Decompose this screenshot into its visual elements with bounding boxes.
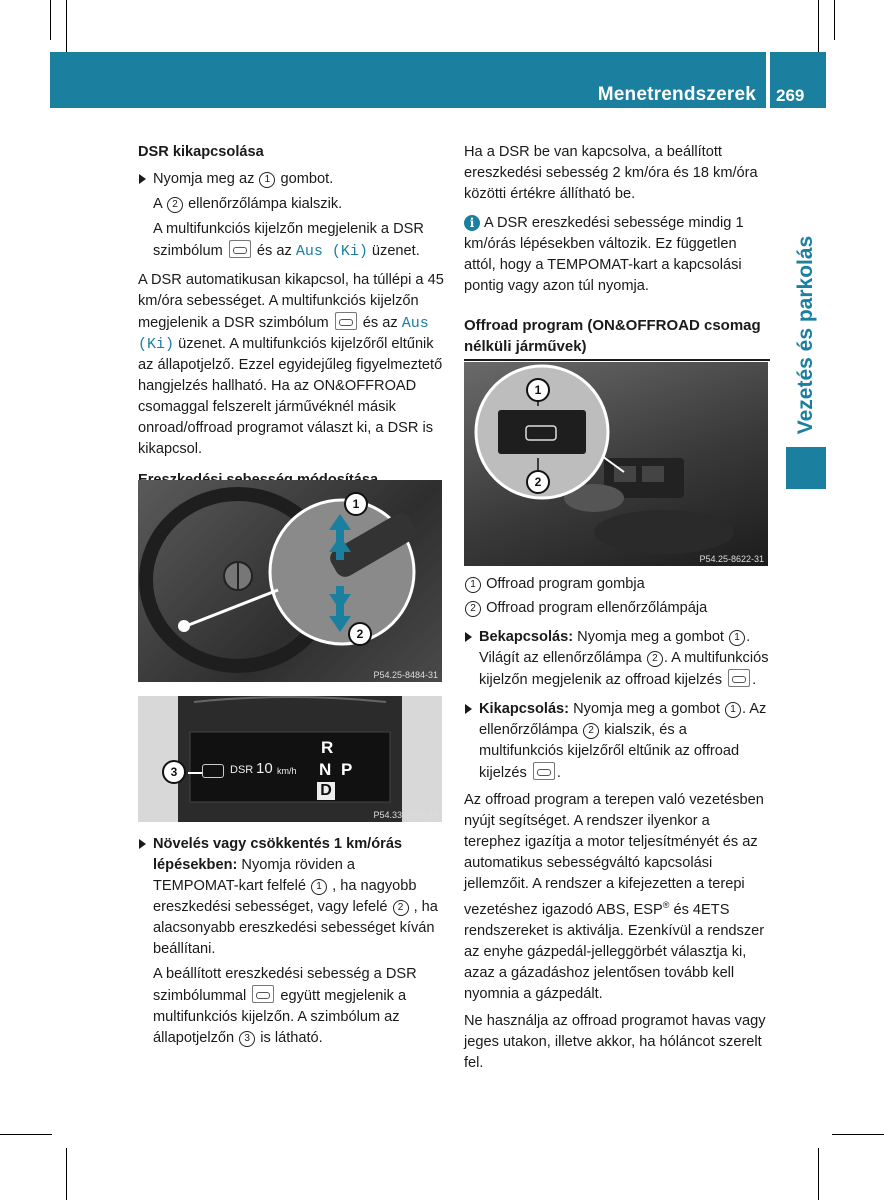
callout-ref-2: 2 xyxy=(583,723,599,739)
offroad-heading: Offroad program (ON&OFFROAD csomag nélküli járművek) xyxy=(464,315,770,361)
photo-callout-2: 2 xyxy=(526,470,550,494)
photo-label: P54.33-2635-31 xyxy=(373,810,438,820)
callout-leader xyxy=(188,772,202,774)
callout-ref-1: 1 xyxy=(259,172,275,188)
dsr-off-step: Nyomja meg az 1 gombot. xyxy=(138,169,444,190)
steering-lever-illustration xyxy=(138,480,442,682)
turn-off-step: Kikapcsolás: Nyomja meg a gombot 1 . Az ellenőrzőlámpa 2 kialszik, és a multifunkciós kijelzőről eltűnik az offroad kijelzés . xyxy=(464,699,770,784)
cluster-frame-illustration xyxy=(138,696,442,822)
info-note: i A DSR ereszkedési sebessége mindig 1 km/órás lépésekben változik. Ez független attól, hogy a TEMPOMAT-kart a kapcsolási pontig vagy azon túl nyomja. xyxy=(464,215,744,294)
incr-step: Növelés vagy csökkentés 1 km/órás lépésekben: Nyomja röviden a TEMPOMAT-kart felfelé 1 , ha nagyobb ereszkedési sebességet, vagy lefelé 2 , ha alacsonyabb ereszkedési sebességet kíván beállítani. xyxy=(138,834,444,960)
side-tab-label: Vezetés és parkolás xyxy=(794,235,817,435)
offroad-warning: Ne használja az offroad programot havas vagy jeges utakon, illetve akkor, ha hóláncot szerelt fel. xyxy=(464,1013,766,1071)
offroad-display-icon xyxy=(728,669,750,687)
side-tab-marker xyxy=(786,447,826,489)
crop-mark xyxy=(66,1148,67,1200)
dsr-off-heading: DSR kikapcsolása xyxy=(138,144,264,160)
photo-callout-2: 2 xyxy=(348,622,372,646)
callout-ref-1: 1 xyxy=(465,577,481,593)
aus-message: Aus (Ki) xyxy=(138,315,429,353)
callout-ref-2: 2 xyxy=(393,900,409,916)
legend-item: 2 Offroad program ellenőrzőlámpája xyxy=(464,598,770,619)
instrument-cluster-photo xyxy=(138,696,442,822)
offroad-description: Az offroad program a terepen való vezetésben nyújt segítséget. A rendszer ilyenkor a terephez igazítja a motor teljesítményét és az automatikus sebességváltó kapcsolási jellemzőit. A rendszer a kifejezetten a terepi vezetéshez igazodó ABS, ESP® és 4ETS rendszereket is aktiválja. Ezenkívül a rendszer az enyhe gázpedál-jelleggörbét választja ki, azaz a gázadáshoz jelentősen tovább kell nyomnia a gázpedált. xyxy=(464,792,765,1002)
dsr-symbol-icon xyxy=(229,240,251,258)
callout-ref-3: 3 xyxy=(239,1031,255,1047)
right-column xyxy=(464,142,770,373)
photo-label: P54.25-8622-31 xyxy=(699,554,764,564)
photo-label: P54.25-8484-31 xyxy=(373,670,438,680)
crop-mark xyxy=(834,0,835,40)
dsr-symbol-icon xyxy=(335,312,357,330)
offroad-display-icon xyxy=(533,762,555,780)
gear-n: N xyxy=(319,760,332,779)
callout-ref-1: 1 xyxy=(725,702,741,718)
legend-item: 1 Offroad program gombja xyxy=(464,574,770,595)
gear-r: R xyxy=(321,738,334,757)
console-illustration xyxy=(464,362,768,566)
callout-ref-1: 1 xyxy=(729,630,745,646)
gear-d: D xyxy=(317,782,335,800)
crop-mark xyxy=(832,1134,884,1135)
cluster-speed-value: 10 xyxy=(256,760,273,777)
page-number: 269 xyxy=(776,86,805,105)
callout-ref-2: 2 xyxy=(167,197,183,213)
dsr-off-result: A 2 ellenőrzőlámpa kialszik. xyxy=(153,196,343,212)
steering-lever-photo xyxy=(138,480,442,682)
cluster-speed-unit: km/h xyxy=(277,766,297,776)
photo-callout-3: 3 xyxy=(162,760,186,784)
aus-message: Aus (Ki) xyxy=(295,243,368,260)
crop-mark xyxy=(818,1148,819,1200)
left-column-bottom xyxy=(138,834,444,1053)
incr-result: A beállított ereszkedési sebesség a DSR szimbólummal együtt megjelenik a multifunkciós kijelzőn. A szimbólum az állapotjelzőn 3 is látható. xyxy=(153,966,417,1046)
crop-mark xyxy=(50,0,51,40)
callout-ref-2: 2 xyxy=(647,651,663,667)
offroad-vehicle-icon xyxy=(202,764,224,778)
offroad-button-photo xyxy=(464,362,768,566)
auto-off-paragraph: A DSR automatikusan kikapcsol, ha túllépi a 45 km/óra sebességet. A multifunkciós kijelzőn megjelenik a DSR szimbólum és az Aus (Ki) üzenet. A multifunkciós kijelzőről eltűnik az állapotjelző. Ezzel egyidejűleg figyelmeztető hangjelzés hallható. Ha az ON&OFFROAD csomaggal felszerelt járművéknél másik onroad/offroad programot választ ki, a DSR is kikapcsol. xyxy=(138,272,444,457)
crop-mark xyxy=(818,0,819,52)
dsr-symbol-icon xyxy=(252,985,274,1003)
callout-ref-2: 2 xyxy=(465,601,481,617)
dsr-off-display: A multifunkciós kijelzőn megjelenik a DSR szimbólum és az Aus (Ki) üzenet. xyxy=(153,221,424,260)
turn-on-step: Bekapcsolás: Nyomja meg a gombot 1 . Világít az ellenőrzőlámpa 2 . A multifunkciós kijelzőn megjelenik az offroad kijelzés . xyxy=(464,627,770,691)
intro-paragraph: Ha a DSR be van kapcsolva, a beállított ereszkedési sebesség 2 km/óra és 18 km/óra közötti értékre állítható be. xyxy=(464,144,758,202)
chapter-title: Menetrendszerek xyxy=(597,84,756,105)
info-icon: i xyxy=(464,215,480,231)
photo-callout-1: 1 xyxy=(526,378,550,402)
callout-ref-1: 1 xyxy=(311,879,327,895)
right-column-bottom xyxy=(464,574,770,1080)
cluster-dsr: DSR xyxy=(230,764,254,776)
left-column xyxy=(138,142,444,497)
crop-mark xyxy=(66,0,67,52)
photo-callout-1: 1 xyxy=(344,492,368,516)
gear-p: P xyxy=(341,760,353,779)
crop-mark xyxy=(0,1134,52,1135)
